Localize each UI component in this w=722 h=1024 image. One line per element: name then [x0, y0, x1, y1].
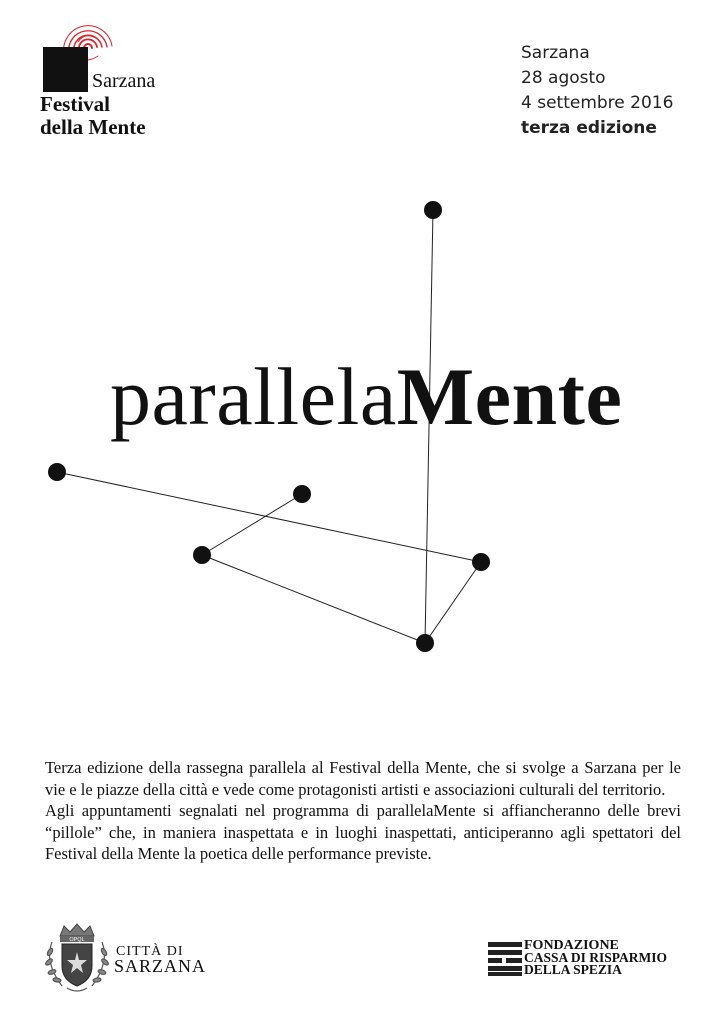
- event-edition: terza edizione: [521, 118, 657, 138]
- line-left-right: [57, 472, 481, 562]
- foundation-line-2: CASSA DI RISPARMIO: [524, 950, 668, 965]
- city-label-line-2: SARZANA: [114, 956, 207, 976]
- description-paragraph-1: Terza edizione della rassegna parallela al Festival della Mente, che si svolge a Sarzana per le vie e le piazze della città e vede come protagonisti artisti e associazioni culturali del territorio.: [45, 758, 681, 799]
- description-paragraph-2: Agli appuntamenti segnalati nel programma di parallelaMente si affiancheranno delle brevi “pillole” che, in maniera inaspettata e in luoghi inaspettati, anticiperanno agli spettatori del Festival della Mente la poetica delle performance previste.: [45, 801, 681, 863]
- dot-left: [48, 463, 66, 481]
- title-light: parallela: [110, 351, 397, 442]
- foundation-line-3: DELLA SPEZIA: [524, 962, 622, 977]
- city-label-line-1: CITTÀ DI: [116, 944, 184, 959]
- logo-line-1: Sarzana: [92, 70, 156, 92]
- sarzana-city-logo: [42, 922, 212, 997]
- dot-right: [472, 553, 490, 571]
- dot-upper-mid: [293, 485, 311, 503]
- foundation-line-1: FONDAZIONE: [524, 938, 619, 953]
- main-title: [110, 350, 622, 444]
- logo-line-3: della Mente: [40, 115, 146, 139]
- city-crest-icon: [42, 922, 112, 997]
- dot-top: [424, 201, 442, 219]
- line-mid-upper: [202, 494, 302, 555]
- foundation-mark-icon: [488, 942, 522, 976]
- description: [45, 757, 681, 865]
- foundation-logo: [488, 940, 688, 980]
- logo-line-2: Festival: [40, 92, 110, 116]
- event-date-start: 28 agosto: [521, 68, 606, 88]
- dot-bottom: [416, 634, 434, 652]
- crest-text: OPQL: [69, 937, 85, 943]
- line-right-bottom: [425, 562, 481, 643]
- event-date-end: 4 settembre 2016: [521, 93, 674, 113]
- line-mid-bottom: [202, 555, 425, 643]
- dot-mid: [193, 546, 211, 564]
- title-bold: Mente: [396, 351, 623, 442]
- event-place: Sarzana: [521, 43, 590, 63]
